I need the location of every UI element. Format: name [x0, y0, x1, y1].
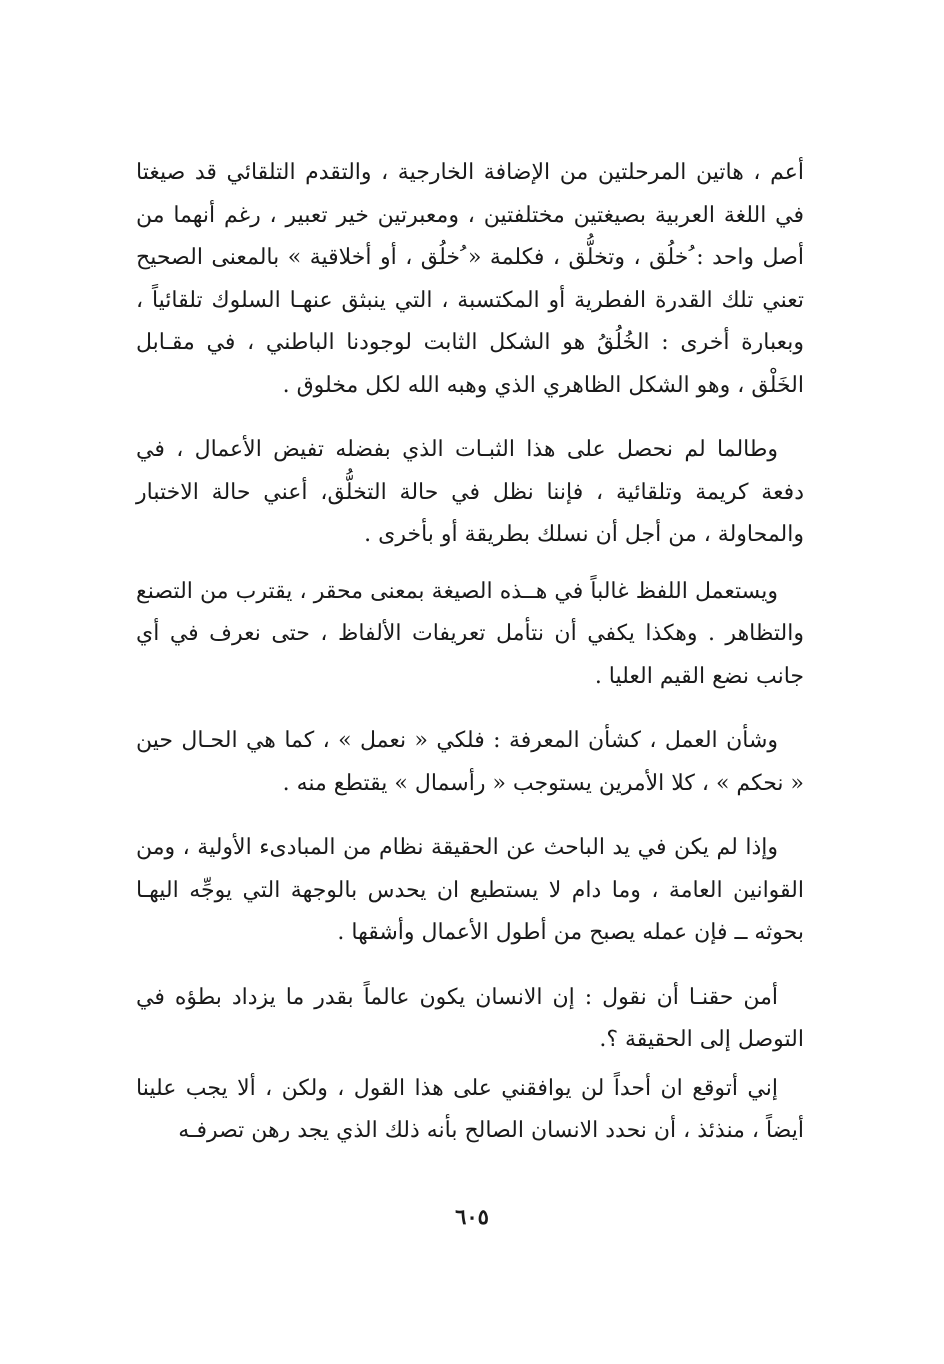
paragraph-5: وإذا لم يكن في يد الباحث عن الحقيقة نظام من المبادىء الأولية ، ومن القوانين العامة ، وما دام لا يستطيع ان يحدس بالوجهة التي يوجِّه اليهـا بحوثه ــ فإن عمله يصبح من أطول الأعمال وأشقها .: [136, 835, 804, 945]
paragraph-3: ويستعمل اللفظ غالباً في هــذه الصيغة بمعنى محقر ، يقترب من التصنع والتظاهر . وهكذا يكفي أن نتأمل تعريفات الألفاظ ، حتى نعرف في أي جانب نضع القيم العليا .: [136, 578, 804, 689]
page-body: [136, 152, 804, 1153]
paragraph-1: أعم ، هاتين المرحلتين من الإضافة الخارجية ، والتقدم التلقائي قد صيغتا في اللغة العربية بصيغتين مختلفتين ، ومعبرتين خير تعبير ، رغم أنهما من أصل واحد : ُخلُق ، وتخلُّق ، فكلمة « ُخلُق ، أو أخلاقية » بالمعنى الصحيح تعني تلك القدرة الفطرية أو المكتسبة ، التي ينبثق عنهـا السلوك تلقائياً ، وبعبارة أخرى : الخُلُقُ هو الشكل الثابت لوجودنا الباطني ، في مقـابل الخَلْق ، وهو الشكل الظاهري الذي وهبه الله لكل مخلوق .: [136, 160, 804, 398]
paragraph-2: وطالما لم نحصل على هذا الثبـات الذي بفضله تفيض الأعمال ، في دفعة كريمة وتلقائية ، فإننا نظل في حالة التخلُّق، أعني حالة الاختبار والمحاولة ، من أجل أن نسلك بطريقة أو بأخرى .: [136, 437, 804, 547]
page-number: ٦٠٥: [455, 1204, 489, 1229]
paragraph-7: إني أتوقع ان أحداً لن يوافقني على هذا القول ، ولكن ، ألا يجب علينا أيضاً ، منذئذ ، أن نحدد الانسان الصالح بأنه ذلك الذي يجد رهن تصرفـه: [136, 1075, 804, 1143]
paragraph-4: وشأن العمل ، كشأن المعرفة : فلكي « نعمل » ، كما هي الحـال حين « نحكم » ، كلا الأمرين يستوجب « رأسمال » يقتطع منه .: [136, 728, 804, 796]
paragraph-6: أمن حقنـا أن نقول : إن الانسان يكون عالماً بقدر ما يزداد بطؤه في التوصل إلى الحقيقة ؟.: [136, 984, 804, 1052]
